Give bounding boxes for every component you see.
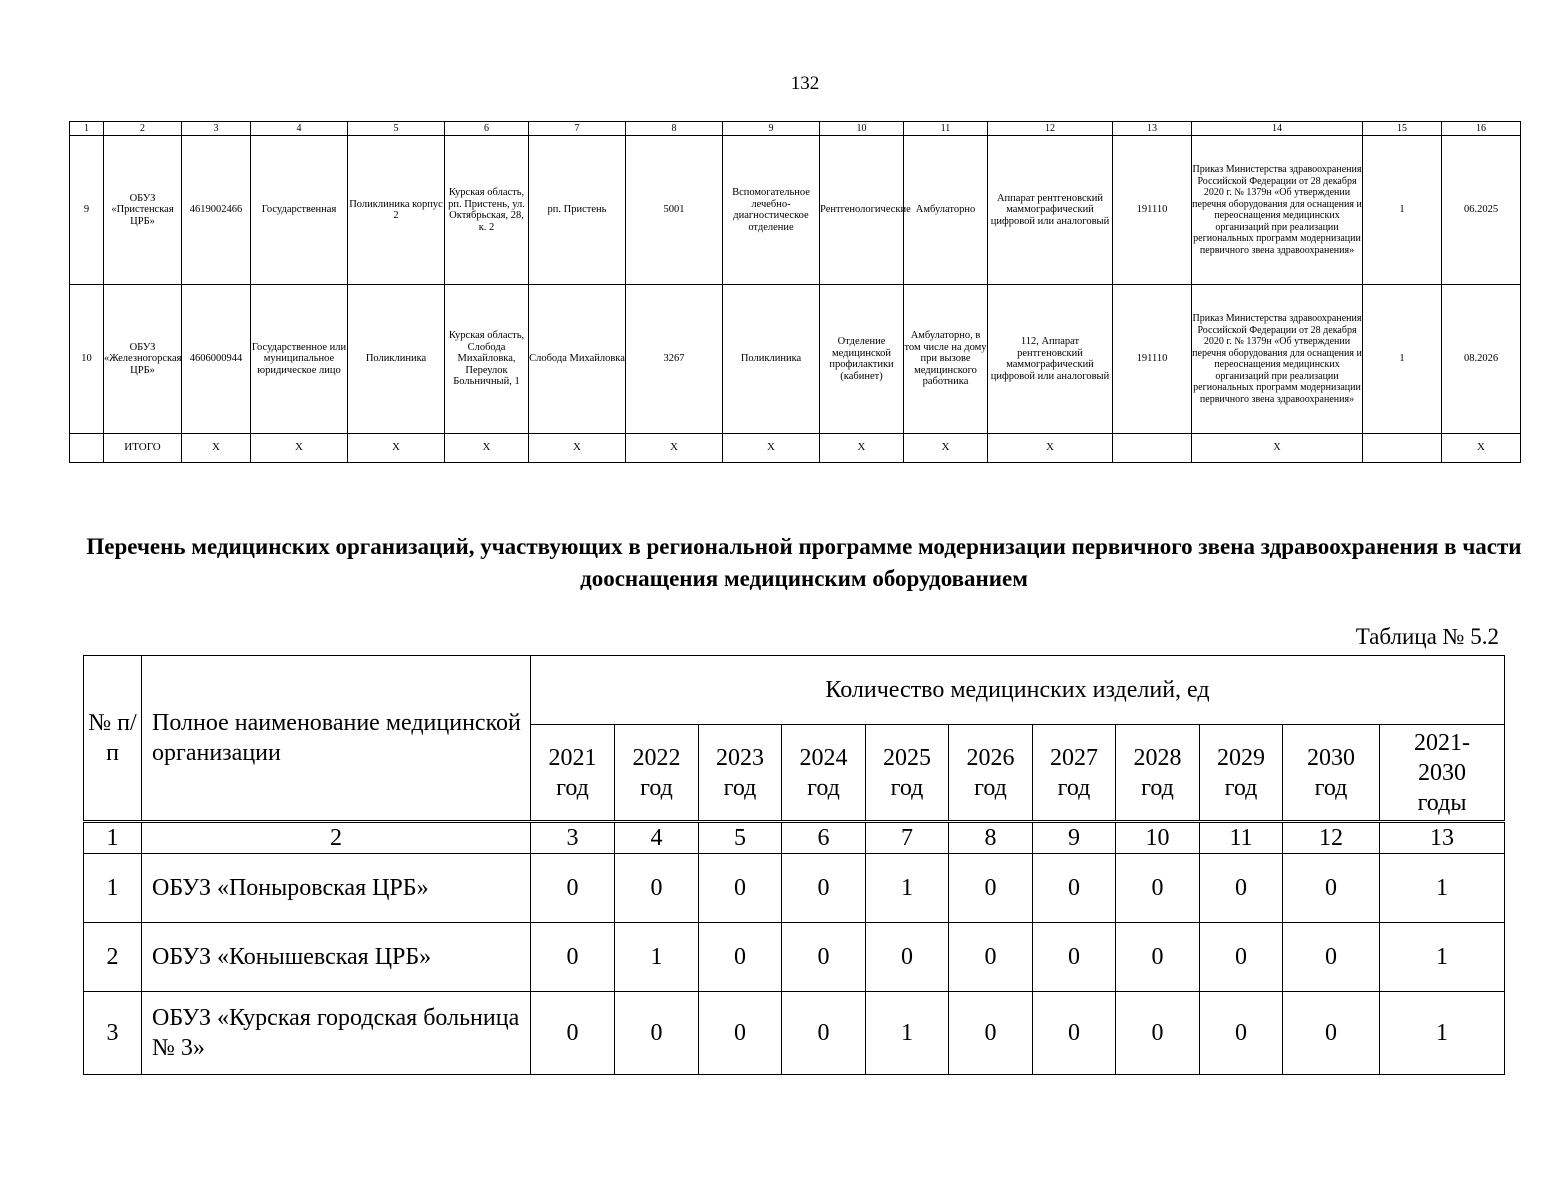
quantity-cell: 0	[782, 992, 866, 1075]
table-cell: Х	[723, 434, 820, 463]
table-cell: Х	[251, 434, 348, 463]
quantity-cell: 0	[531, 992, 615, 1075]
table-cell: Х	[529, 434, 626, 463]
year-header: 2029 год	[1200, 725, 1283, 822]
table-cell: Вспомогательное лечебно-диагностическое отделение	[723, 136, 820, 285]
organization-name: ОБУЗ «Конышевская ЦРБ»	[142, 923, 531, 992]
table-cell	[1113, 434, 1192, 463]
table-cell: 10	[70, 285, 104, 434]
table-cell: Рентгенологические	[820, 136, 904, 285]
table-cell: 4606000944	[182, 285, 251, 434]
column-number: 12	[1283, 822, 1380, 854]
column-number-row	[70, 122, 1521, 136]
year-header: 2026 год	[949, 725, 1033, 822]
quantity-cell: 0	[699, 854, 782, 923]
column-number: 8	[626, 122, 723, 136]
quantity-cell: 0	[615, 992, 699, 1075]
row-number: 2	[84, 923, 142, 992]
quantity-cell: 0	[1116, 854, 1200, 923]
column-number: 11	[1200, 822, 1283, 854]
table-cell: Государственное или муниципальное юридическое лицо	[251, 285, 348, 434]
column-number: 9	[1033, 822, 1116, 854]
table-cell: Курская область, рп. Пристень, ул. Октябрьская, 28, к. 2	[445, 136, 529, 285]
quantity-cell: 1	[866, 854, 949, 923]
quantity-cell: 0	[1200, 992, 1283, 1075]
quantity-cell: 1	[615, 923, 699, 992]
quantity-cell: 0	[1033, 854, 1116, 923]
column-number: 3	[531, 822, 615, 854]
column-number: 10	[1116, 822, 1200, 854]
column-number: 13	[1380, 822, 1505, 854]
table-cell: Х	[988, 434, 1113, 463]
name-header: Полное наименование медицинской организации	[142, 656, 531, 822]
table-row	[70, 285, 1521, 434]
table-cell: ИТОГО	[104, 434, 182, 463]
quantity-cell: 0	[782, 854, 866, 923]
table-cell: рп. Пристень	[529, 136, 626, 285]
table-cell: Х	[626, 434, 723, 463]
column-number: 15	[1363, 122, 1442, 136]
quantity-cell: 0	[1283, 923, 1380, 992]
table-cell: Курская область, Слобода Михайловка, Переулок Больничный, 1	[445, 285, 529, 434]
quantity-cell: 0	[1200, 854, 1283, 923]
organizations-table	[83, 655, 1505, 1075]
column-number: 4	[251, 122, 348, 136]
table-cell: 5001	[626, 136, 723, 285]
quantity-cell: 0	[949, 992, 1033, 1075]
table-cell: 06.2025	[1442, 136, 1521, 285]
table-cell: Амбулаторно	[904, 136, 988, 285]
table-cell: Х	[820, 434, 904, 463]
quantity-cell: 0	[782, 923, 866, 992]
column-number: 4	[615, 822, 699, 854]
quantity-cell: 0	[531, 854, 615, 923]
table-cell: 4619002466	[182, 136, 251, 285]
table-cell: 9	[70, 136, 104, 285]
quantity-cell: 0	[1033, 992, 1116, 1075]
column-number: 16	[1442, 122, 1521, 136]
year-header: 2022 год	[615, 725, 699, 822]
quantity-cell: 0	[1283, 854, 1380, 923]
page-number: 132	[790, 73, 820, 94]
table-cell: Х	[182, 434, 251, 463]
column-number: 2	[104, 122, 182, 136]
table-cell: Приказ Министерства здравоохранения Российской Федерации от 28 декабря 2020 г. № 1379н «Об утверждении перечня оборудования для оснащения и переоснащения медицинских организаций при реализации региональных программ модернизации первичного звена здравоохранения»	[1192, 285, 1363, 434]
column-number: 1	[84, 822, 142, 854]
quantity-cell: 0	[1200, 923, 1283, 992]
year-header: 2030 год	[1283, 725, 1380, 822]
quantity-header: Количество медицинских изделий, ед	[531, 656, 1505, 725]
table-cell: Слобода Михайловка	[529, 285, 626, 434]
column-number: 1	[70, 122, 104, 136]
table-cell: 112, Аппарат рентгеновский маммографический цифровой или аналоговый	[988, 285, 1113, 434]
year-header: 2028 год	[1116, 725, 1200, 822]
table-row	[84, 923, 1505, 992]
table-cell: Отделение медицинской профилактики (кабинет)	[820, 285, 904, 434]
quantity-cell: 0	[1116, 923, 1200, 992]
table-cell: ОБУЗ «Пристенская ЦРБ»	[104, 136, 182, 285]
table-cell: 3267	[626, 285, 723, 434]
table-row	[84, 854, 1505, 923]
table-cell: Приказ Министерства здравоохранения Российской Федерации от 28 декабря 2020 г. № 1379н «Об утверждении перечня оборудования для оснащения и переоснащения медицинских организаций при реализации региональных программ модернизации первичного звена здравоохранения»	[1192, 136, 1363, 285]
year-header: 2021-2030 годы	[1380, 725, 1505, 822]
quantity-cell: 0	[1116, 992, 1200, 1075]
column-number: 8	[949, 822, 1033, 854]
column-number: 5	[699, 822, 782, 854]
column-number: 7	[866, 822, 949, 854]
column-number: 12	[988, 122, 1113, 136]
organization-name: ОБУЗ «Курская городская больница № 3»	[142, 992, 531, 1075]
table-cell: Поликлиника корпус 2	[348, 136, 445, 285]
quantity-cell: 0	[531, 923, 615, 992]
section-heading: Перечень медицинских организаций, участвующих в региональной программе модернизации первичного звена здравоохранения в части дооснащения медицинским оборудованием	[86, 534, 1522, 591]
table-cell: 08.2026	[1442, 285, 1521, 434]
column-number: 5	[348, 122, 445, 136]
column-number: 14	[1192, 122, 1363, 136]
quantity-cell: 0	[1033, 923, 1116, 992]
column-number: 3	[182, 122, 251, 136]
row-number: 3	[84, 992, 142, 1075]
row-number: 1	[84, 854, 142, 923]
column-number: 11	[904, 122, 988, 136]
table-cell: Государственная	[251, 136, 348, 285]
quantity-cell: 0	[949, 923, 1033, 992]
quantity-cell: 1	[866, 992, 949, 1075]
quantity-cell: 1	[1380, 923, 1505, 992]
table-cell: Х	[904, 434, 988, 463]
num-header: № п/п	[84, 656, 142, 822]
column-number-row	[84, 822, 1505, 854]
column-number: 6	[445, 122, 529, 136]
table-cell: Поликлиника	[348, 285, 445, 434]
table-cell: Х	[348, 434, 445, 463]
year-header: 2021 год	[531, 725, 615, 822]
table-row	[70, 136, 1521, 285]
quantity-cell: 0	[1283, 992, 1380, 1075]
quantity-cell: 0	[699, 923, 782, 992]
year-header: 2025 год	[866, 725, 949, 822]
table-cell: 1	[1363, 136, 1442, 285]
column-number: 2	[142, 822, 531, 854]
column-number: 6	[782, 822, 866, 854]
table-cell: ОБУЗ «Железногорская ЦРБ»	[104, 285, 182, 434]
table-cell: Поликлиника	[723, 285, 820, 434]
quantity-cell: 0	[866, 923, 949, 992]
total-row	[70, 434, 1521, 463]
table-cell: Х	[1192, 434, 1363, 463]
quantity-cell: 1	[1380, 992, 1505, 1075]
year-header: 2027 год	[1033, 725, 1116, 822]
table-cell: 191110	[1113, 136, 1192, 285]
quantity-cell: 0	[699, 992, 782, 1075]
quantity-cell: 0	[615, 854, 699, 923]
year-header: 2023 год	[699, 725, 782, 822]
organization-name: ОБУЗ «Поныровская ЦРБ»	[142, 854, 531, 923]
table-cell: Амбулаторно, в том числе на дому при вызове медицинского работника	[904, 285, 988, 434]
quantity-cell: 1	[1380, 854, 1505, 923]
table-cell: 1	[1363, 285, 1442, 434]
table-cell	[1363, 434, 1442, 463]
quantity-cell: 0	[949, 854, 1033, 923]
year-header: 2024 год	[782, 725, 866, 822]
table-row	[84, 992, 1505, 1075]
column-number: 10	[820, 122, 904, 136]
table-cell: Х	[445, 434, 529, 463]
column-number: 13	[1113, 122, 1192, 136]
table-cell	[70, 434, 104, 463]
table-cell: Х	[1442, 434, 1521, 463]
column-number: 7	[529, 122, 626, 136]
table-cell: 191110	[1113, 285, 1192, 434]
equipment-table	[69, 121, 1521, 463]
table-cell: Аппарат рентгеновский маммографический цифровой или аналоговый	[988, 136, 1113, 285]
column-number: 9	[723, 122, 820, 136]
table-label: Таблица № 5.2	[1355, 624, 1499, 649]
